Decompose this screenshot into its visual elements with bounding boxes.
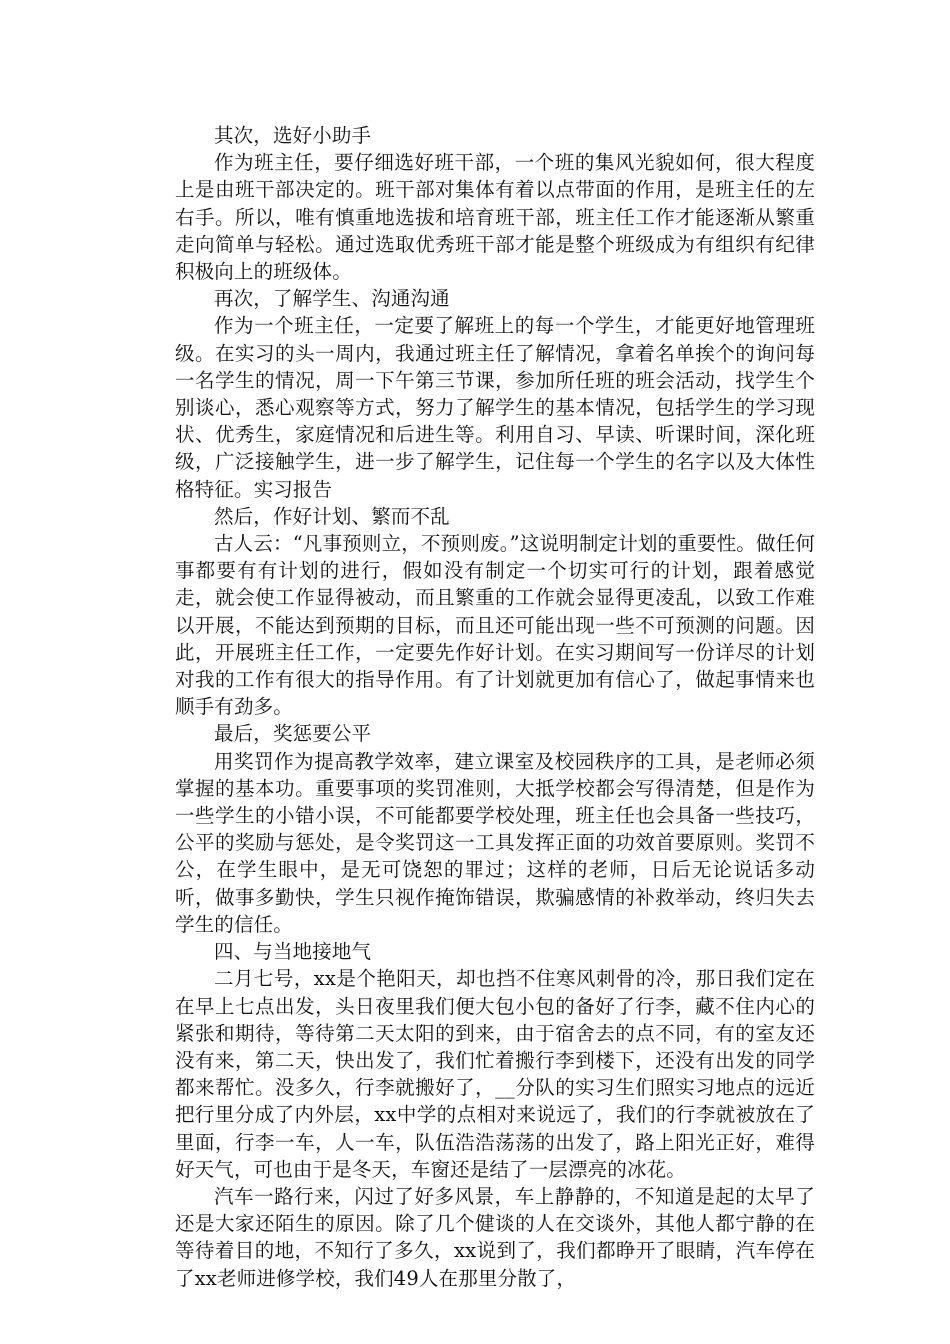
paragraph-class-cadres: 作为班主任，要仔细选好班干部，一个班的集风光貌如何，很大程度上是由班干部决定的。班干部对集体有着以点带面的作用，是班主任的左右手。所以，唯有慎重地选拔和培育班干部，班主任工作才能逐渐从繁重走向简单与轻松。通过选取优秀班干部才能是整个班级成为有组织有纪律积极向上的班级体。 — [175, 151, 815, 284]
paragraph-bus-journey: 汽车一路行来，闪过了好多风景，车上静静的，不知道是起的太早了还是大家还陌生的原因。除了几个健谈的人在交谈外，其他人都宁静的在等待着目的地，不知行了多久，xx说到了，我们都睁开了眼睛，汽车停在了xx老师进修学校，我们49人在那里分散了， — [175, 1184, 815, 1290]
section-heading-understand-students: 再次，了解学生、沟通沟通 — [214, 287, 450, 311]
paragraph-fair-rewards: 用奖罚作为提高教学效率，建立课室及校园秩序的工具，是老师必须掌握的基本功。重要事项的奖罚准则，大抵学校都会写得清楚，但是作为一些学生的小错小误，不可能都要学校处理，班主任也会具备一些技巧，公平的奖励与惩处，是令奖罚这一工具发挥正面的功效首要原则。奖罚不公，在学生眼中，是无可饶恕的罪过；这样的老师，日后无论说话多动听，做事多勤快，学生只视作掩饰错误，欺骗感情的补救举动，终归失去学生的信任。 — [175, 749, 815, 936]
section-heading-fair-rewards: 最后，奖惩要公平 — [214, 722, 372, 746]
paragraph-departure: 二月七号，xx是个艳阳天，却也挡不住寒风刺骨的冷，那日我们定在在早上七点出发，头日夜里我们便大包小包的备好了行李，藏不住内心的紧张和期待，等待第二天太阳的到来，由于宿舍去的点不同，有的室友还没有来，第二天，快出发了，我们忙着搬行李到楼下，还没有出发的同学都来帮忙。没多久，行李就搬好了，__分队的实习生们照实习地点的远近把行里分成了内外层，xx中学的点相对来说远了，我们的行李就被放在了里面，行李一车，人一车，队伍浩浩荡荡的出发了，路上阳光正好，难得好天气，可也由于是冬天，车窗还是结了一层漂亮的冰花。 — [175, 967, 815, 1181]
document-body — [175, 122, 815, 1292]
section-heading-planning: 然后，作好计划、繁而不乱 — [214, 504, 450, 528]
section-heading-local-connection: 四、与当地接地气 — [214, 940, 372, 964]
section-heading-assistants: 其次，选好小助手 — [214, 124, 372, 147]
paragraph-understand-students: 作为一个班主任，一定要了解班上的每一个学生，才能更好地管理班级。在实习的头一周内，我通过班主任了解情况，拿着名单挨个的询问每一名学生的情况，周一下午第三节课，参加所任班的班会活动，找学生个别谈心，悉心观察等方式，努力了解学生的基本情况，包括学生的学习现状、优秀生，家庭情况和后进生等。利用自习、早读、听课时间，深化班级，广泛接触学生，进一步了解学生，记住每一个学生的名字以及大体性格特征。实习报告 — [175, 314, 815, 501]
paragraph-planning: 古人云：“凡事预则立，不预则废。”这说明制定计划的重要性。做任何事都要有有计划的进行，假如没有制定一个切实可行的计划，跟着感觉走，就会使工作显得被动，而且繁重的工作就会显得更凌乱，以致工作难以开展，不能达到预期的目标，而且还可能出现一些不可预测的问题。因此，开展班主任工作，一定要先作好计划。在实习期间写一份详尽的计划对我的工作有很大的指导作用。有了计划就更加有信心了，做起事情来也顺手有劲多。 — [175, 532, 815, 719]
